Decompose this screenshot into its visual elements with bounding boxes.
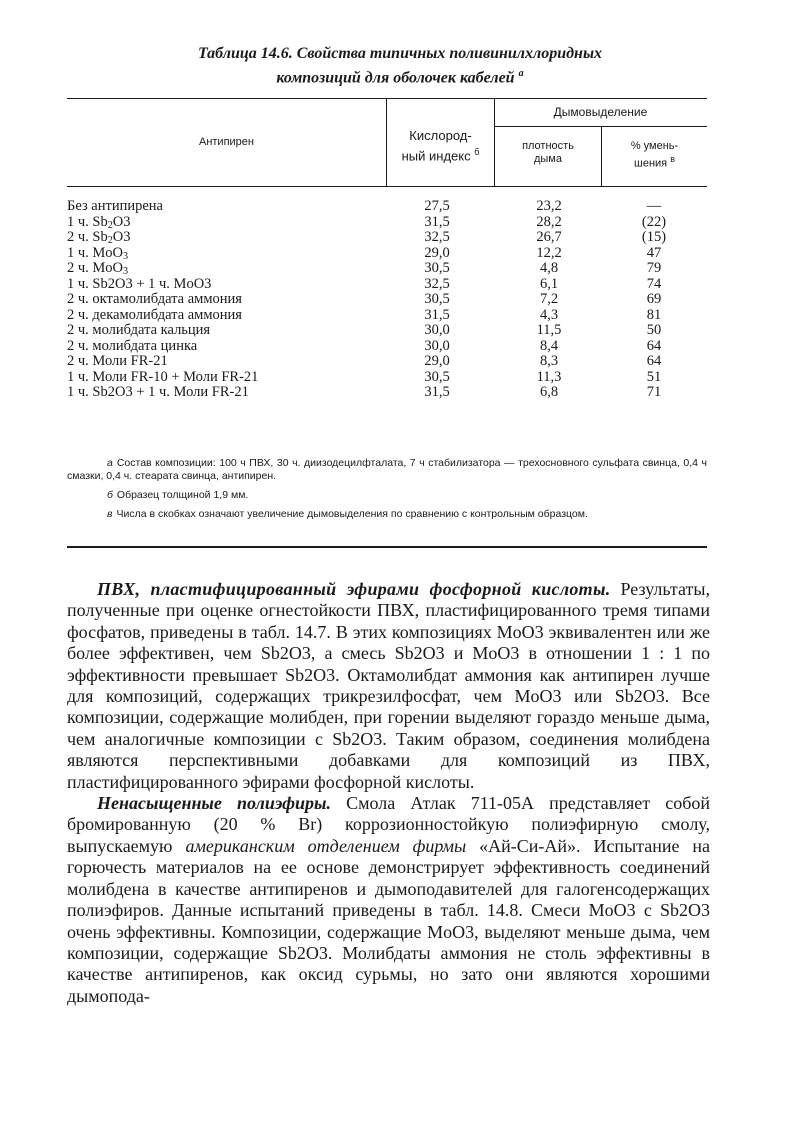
header-smoke: Дымовыделение: [553, 105, 648, 119]
table-cell: 29,0: [424, 353, 450, 369]
table-cell: Без антипирена: [67, 198, 163, 214]
table-cell: 29,0: [424, 244, 450, 261]
table-cell: 28,2: [536, 213, 562, 230]
table-cell: 23,2: [536, 198, 562, 214]
table-cell: 30,5: [424, 260, 450, 276]
table-cell: 50: [646, 322, 662, 338]
table-cell: 4,3: [539, 306, 559, 323]
table-cell: 51: [646, 368, 662, 385]
paragraph-heading: ПВХ, пластифицированный эфирами фосфорной кислоты.: [97, 579, 611, 599]
row-name: 1 ч. $Sb_2O3$: [67, 213, 131, 231]
table-cell: 2 ч. Sb: [67, 229, 108, 245]
table-top-rule: [67, 98, 707, 99]
table-cell: 69: [646, 291, 662, 307]
table-cell: 11,3: [536, 368, 562, 385]
table-cell: O3: [112, 213, 131, 230]
table-cell: 2 ч. молибдата кальция: [67, 322, 211, 338]
table-cell: 1 ч. Sb: [67, 213, 108, 230]
table-cell: 79: [646, 260, 662, 276]
table-cell: 4,8: [539, 260, 559, 276]
table-cell: 1 ч. MoO: [67, 244, 124, 261]
paragraph-polyesters: [67, 793, 710, 1007]
table-cell: 30,5: [424, 291, 450, 307]
table-cell: 81: [646, 306, 662, 323]
table-cell: (22): [641, 213, 667, 230]
header-bottom-rule: [67, 186, 707, 187]
table-cell: 31,5: [424, 213, 450, 230]
table-cell: 30,5: [424, 368, 450, 385]
table-cell: 74: [646, 275, 662, 292]
caption-line-1: Таблица 14.6. Свойства типичных поливинилхлоридных: [197, 45, 603, 62]
table-cell: 32,5: [424, 229, 450, 245]
table-footnotes: [67, 457, 707, 527]
table-cell: 71: [646, 384, 662, 400]
header-oxygen-index: Кислород- ный индекс $^б$: [401, 128, 480, 164]
header-flame-retardant: Антипирен: [198, 136, 254, 148]
footnote: а Состав композиции: 100 ч ПВХ, 30 ч. диизодецилфталата, 7 ч стабилизатора — трехосновного сульфата свинца, 0,4 ч смазки, 0,4 ч. стеарата свинца, антипирен.: [67, 457, 707, 482]
table-cell: 26,7: [536, 229, 562, 245]
table-cell: 12,2: [536, 244, 562, 261]
caption-footnote-mark: а: [518, 68, 524, 79]
table-cell: (15): [641, 229, 667, 245]
row-name: 1 ч. MoO$_3$: [67, 244, 129, 262]
table-cell: 11,5: [536, 322, 562, 338]
table-cell: 1 ч. Sb2O3 + 1 ч. Моли FR-21: [67, 384, 249, 400]
table-cell: 8,4: [539, 337, 559, 354]
paragraph-pvc-phosphate: [67, 579, 710, 793]
footnote: в Числа в скобках означают увеличение дымовыделения по сравнению с контрольным образцом.: [107, 508, 588, 520]
table-cell: 64: [646, 353, 662, 369]
table-cell: 30,0: [424, 337, 450, 354]
table-cell: 64: [646, 337, 662, 354]
table-cell: 47: [646, 244, 662, 261]
table-cell: 27,5: [424, 198, 450, 214]
row-name: 2 ч. MoO$_3$: [67, 260, 129, 277]
body-text: [67, 579, 710, 1007]
table-cell: 8,3: [539, 353, 559, 369]
caption-line-2: композиций для оболочек кабелей: [276, 69, 515, 87]
paragraph-heading: Ненасыщенные полиэфиры.: [97, 793, 331, 814]
table-cell: 2 ч. MoO: [67, 260, 124, 276]
table-cell: 2 ч. октамолибдата аммония: [67, 291, 242, 307]
header-smoke-reduction: % умень- шения $^в$: [630, 140, 679, 170]
header-oxygen-index-mark: б: [474, 147, 480, 157]
table-cell: 2 ч. декамолибдата аммония: [67, 306, 242, 323]
table-cell: 6,8: [539, 384, 559, 400]
table-cell: 31,5: [424, 306, 450, 323]
footnote: б Образец толщиной 1,9 мм.: [107, 489, 249, 501]
paragraph-text-continued: «Ай-Си-Ай». Испытание на горючесть материалов на ее основе демонстрирует эффективность соединений молибдена в качестве антипиренов и дымоподавителей для галогенсодержащих полиэфиров. Данные испытаний приведены в табл. 14.8. Смеси MoO3 с Sb2O3 очень эффективны. Композиции, содержащие MoO3, выделяют меньше дыма, чем композиции, содержащие Sb2O3. Молибдаты аммония не столь эффективны в качестве антипиренов, как оксид сурьмы, но зато они являются хорошими дымопода-: [67, 835, 711, 1006]
header-smoke-density: плотность дыма: [522, 140, 574, 165]
table-cell: O3: [112, 229, 131, 245]
table-end-rule: [67, 546, 707, 548]
row-name: 2 ч. $Sb_2O3$: [67, 229, 131, 246]
table-cell: 7,2: [539, 291, 559, 307]
table-cell: —: [646, 198, 662, 214]
table-caption: [100, 44, 700, 88]
paragraph-text: Смола Атлак 711-05А представляет собой бромированную (20 % Br) коррозионностойкую полиэфирную смолу, выпускаемую: [67, 793, 711, 856]
table-cell: 2 ч. молибдата цинка: [67, 337, 198, 354]
table-cell: 1 ч. Sb2O3 + 1 ч. MoO3: [67, 275, 212, 292]
table-cell: 32,5: [424, 275, 450, 292]
paragraph-emphasis: американским отделением фирмы: [185, 835, 467, 856]
table-cell: 31,5: [424, 384, 450, 400]
paragraph-text: Результаты, полученные при оценке огнестойкости ПВХ, пластифицированного тремя типами фосфатов, приведены в табл. 14.7. В этих композициях MoO3 эквивалентен или же более эффективен, чем Sb2O3, а смесь Sb2O3 и MoO3 в отношении 1 : 1 по эффективности превышает Sb2O3. Октамолибдат аммония как антипирен лучше для композиций, содержащих трикрезилфосфат, чем MoO3 или Sb2O3. Все композиции, содержащие молибден, при горении выделяют гораздо меньше дыма, чем аналогичные композиции с Sb2O3. Таким образом, соединения молибдена являются перспективными добавками для композиций из ПВХ, пластифицированного эфирами фосфорной кислоты.: [67, 579, 710, 792]
table-cell: 2 ч. Моли FR-21: [67, 353, 168, 369]
table-cell: 1 ч. Моли FR-10 + Моли FR-21: [67, 368, 259, 385]
header-reduction-mark: в: [670, 154, 675, 164]
table-cell: 30,0: [424, 322, 450, 338]
table-cell: 6,1: [539, 275, 559, 292]
